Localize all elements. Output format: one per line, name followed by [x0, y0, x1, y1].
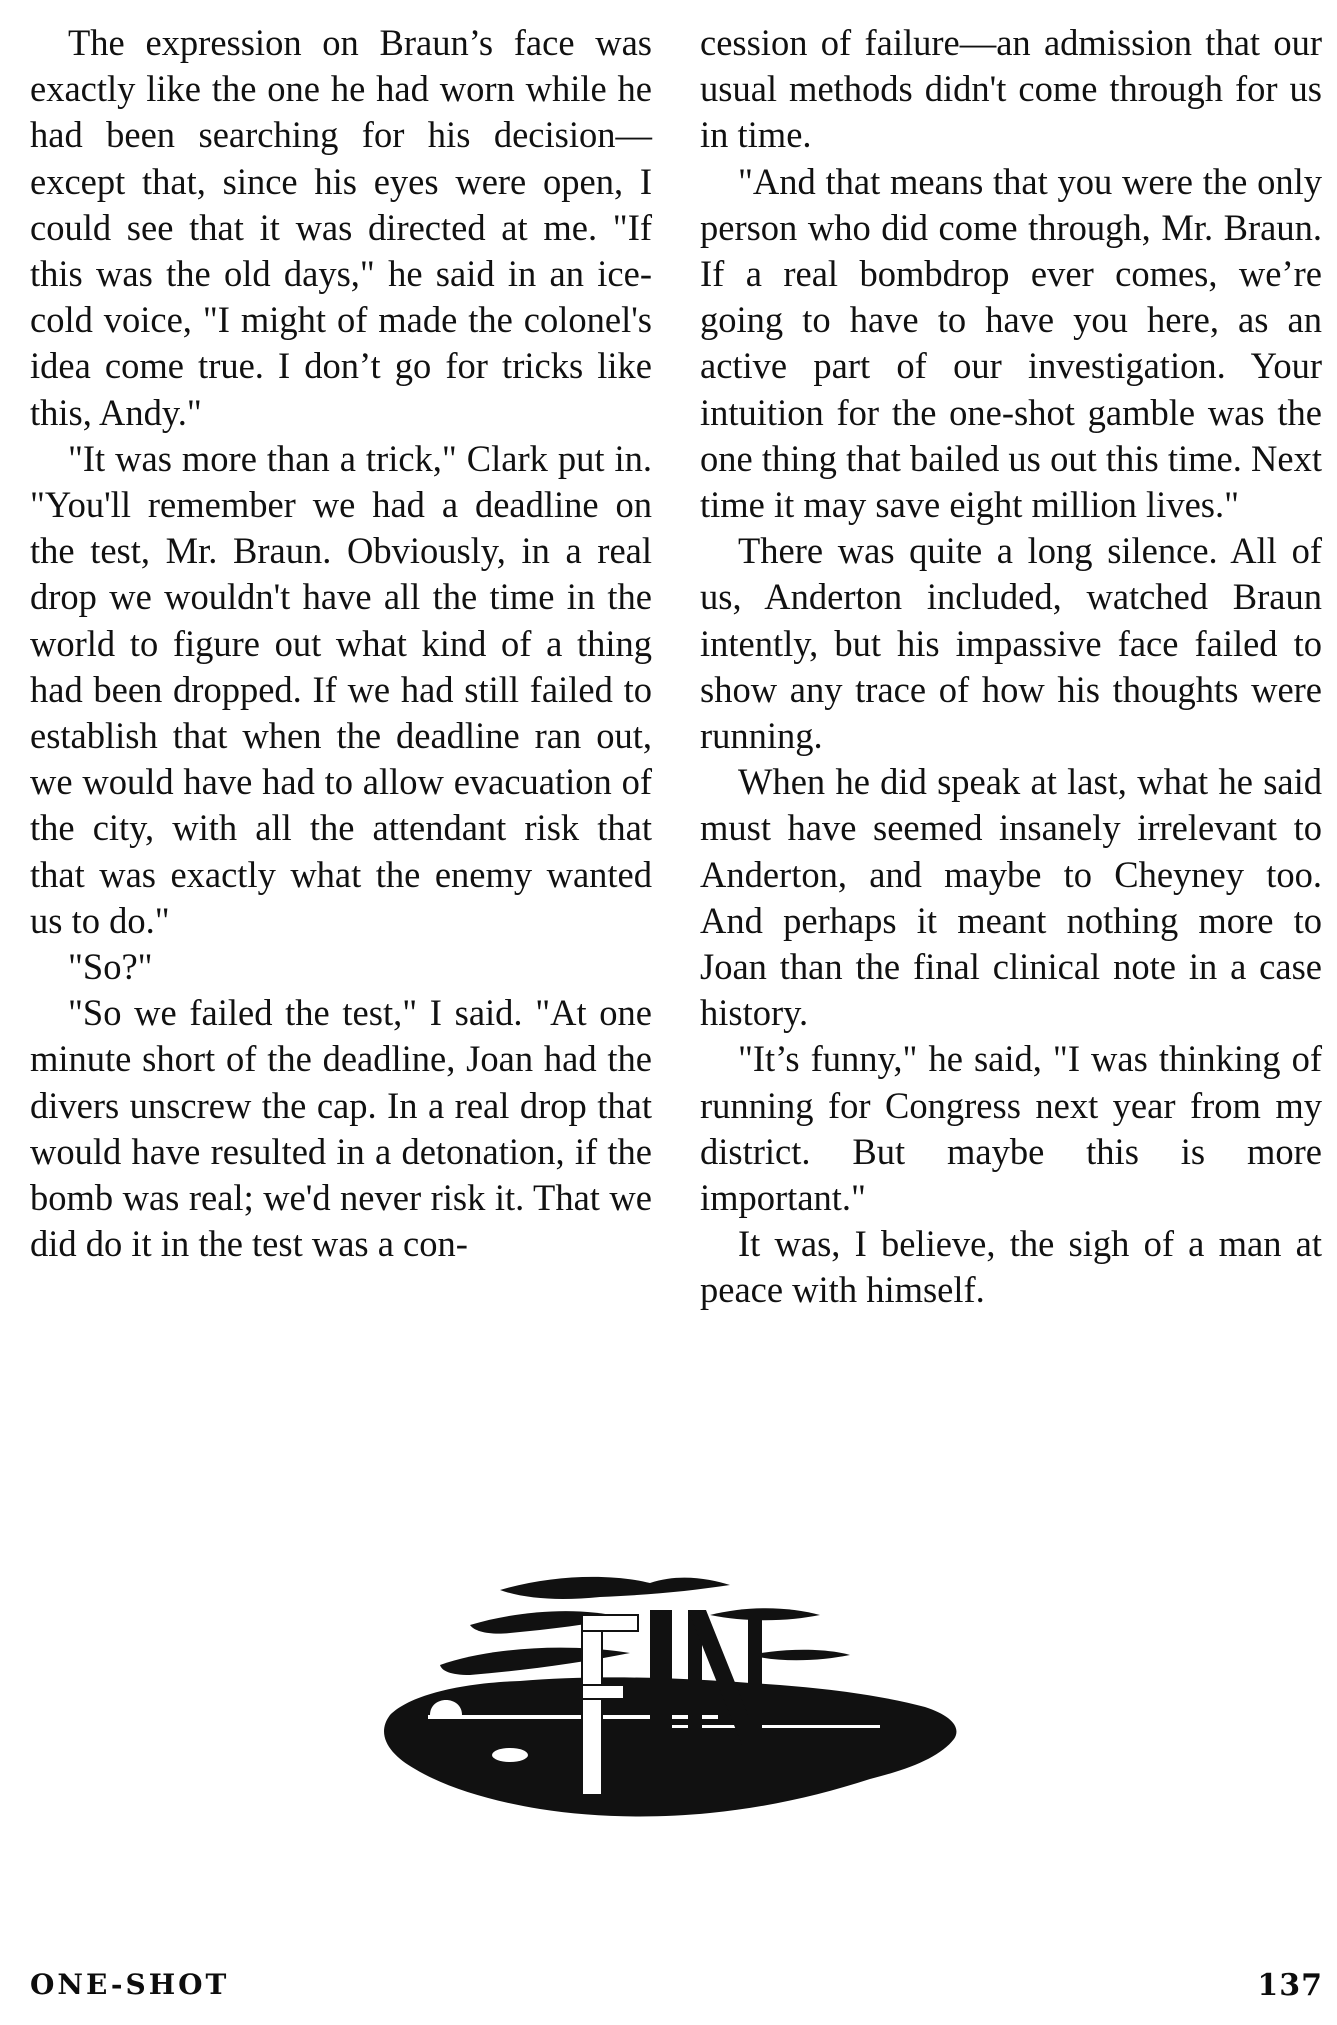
paragraph: "So?"	[68, 946, 153, 988]
page-number: 137	[1257, 1968, 1323, 2003]
paragraph: There was quite a long silence. All of us, Anderton included, watched Braun intently, but his impassive face failed to show any trace of how his thoughts were running.	[700, 530, 1322, 757]
paragraph: "So we failed the test," I said. "At one minute short of the deadline, Joan had the divers unscrew the cap. In a real drop that would have resulted in a detonation, if the bomb was real; we'd never risk it. That we did do it in the test was a con-	[30, 992, 652, 1265]
left-text-column	[30, 20, 652, 1267]
fin-end-illustration	[350, 1555, 1010, 1855]
paragraph: "And that means that you were the only person who did come through, Mr. Braun. If a real bombdrop ever comes, we’re going to have to have you here, as an active part of our investigation. Your intuition for the one-shot gamble was the one thing that bailed us out this time. Next time it may save eight million lives."	[700, 160, 1322, 526]
paragraph-continuation: cession of failure—an admission that our usual methods didn't come through for us in time.	[700, 22, 1322, 156]
paragraph: The expression on Braun’s face was exactly like the one he had worn while he had been searching for his decision—except that, since his eyes were open, I could see that it was directed at me. "If this was the old days," he said in an ice-cold voice, "I might of made the colonel's idea come true. I don’t go for tricks like this, Andy."	[30, 22, 652, 433]
right-text-column	[700, 20, 1322, 1314]
paragraph: It was, I believe, the sigh of a man at peace with himself.	[700, 1223, 1322, 1311]
paragraph: "It’s funny," he said, "I was thinking of running for Congress next year from my district. But maybe this is more important."	[700, 1038, 1322, 1219]
running-footer-title: ONE-SHOT	[30, 1968, 230, 2001]
fin-illustration-graphic	[350, 1555, 1010, 1855]
paragraph: "It was more than a trick," Clark put in. "You'll remember we had a deadline on the test, Mr. Braun. Obviously, in a real drop we wouldn't have all the time in the world to figure out what kind of a thing had been dropped. If we had still failed to establish that when the deadline ran out, we would have had to allow evacuation of the city, with all the attendant risk that that was exactly what the enemy wanted us to do."	[30, 437, 652, 941]
paragraph: When he did speak at last, what he said must have seemed insanely irrelevant to Anderton, and maybe to Cheyney too. And perhaps it meant nothing more to Joan than the final clinical note in a case history.	[700, 761, 1322, 1034]
